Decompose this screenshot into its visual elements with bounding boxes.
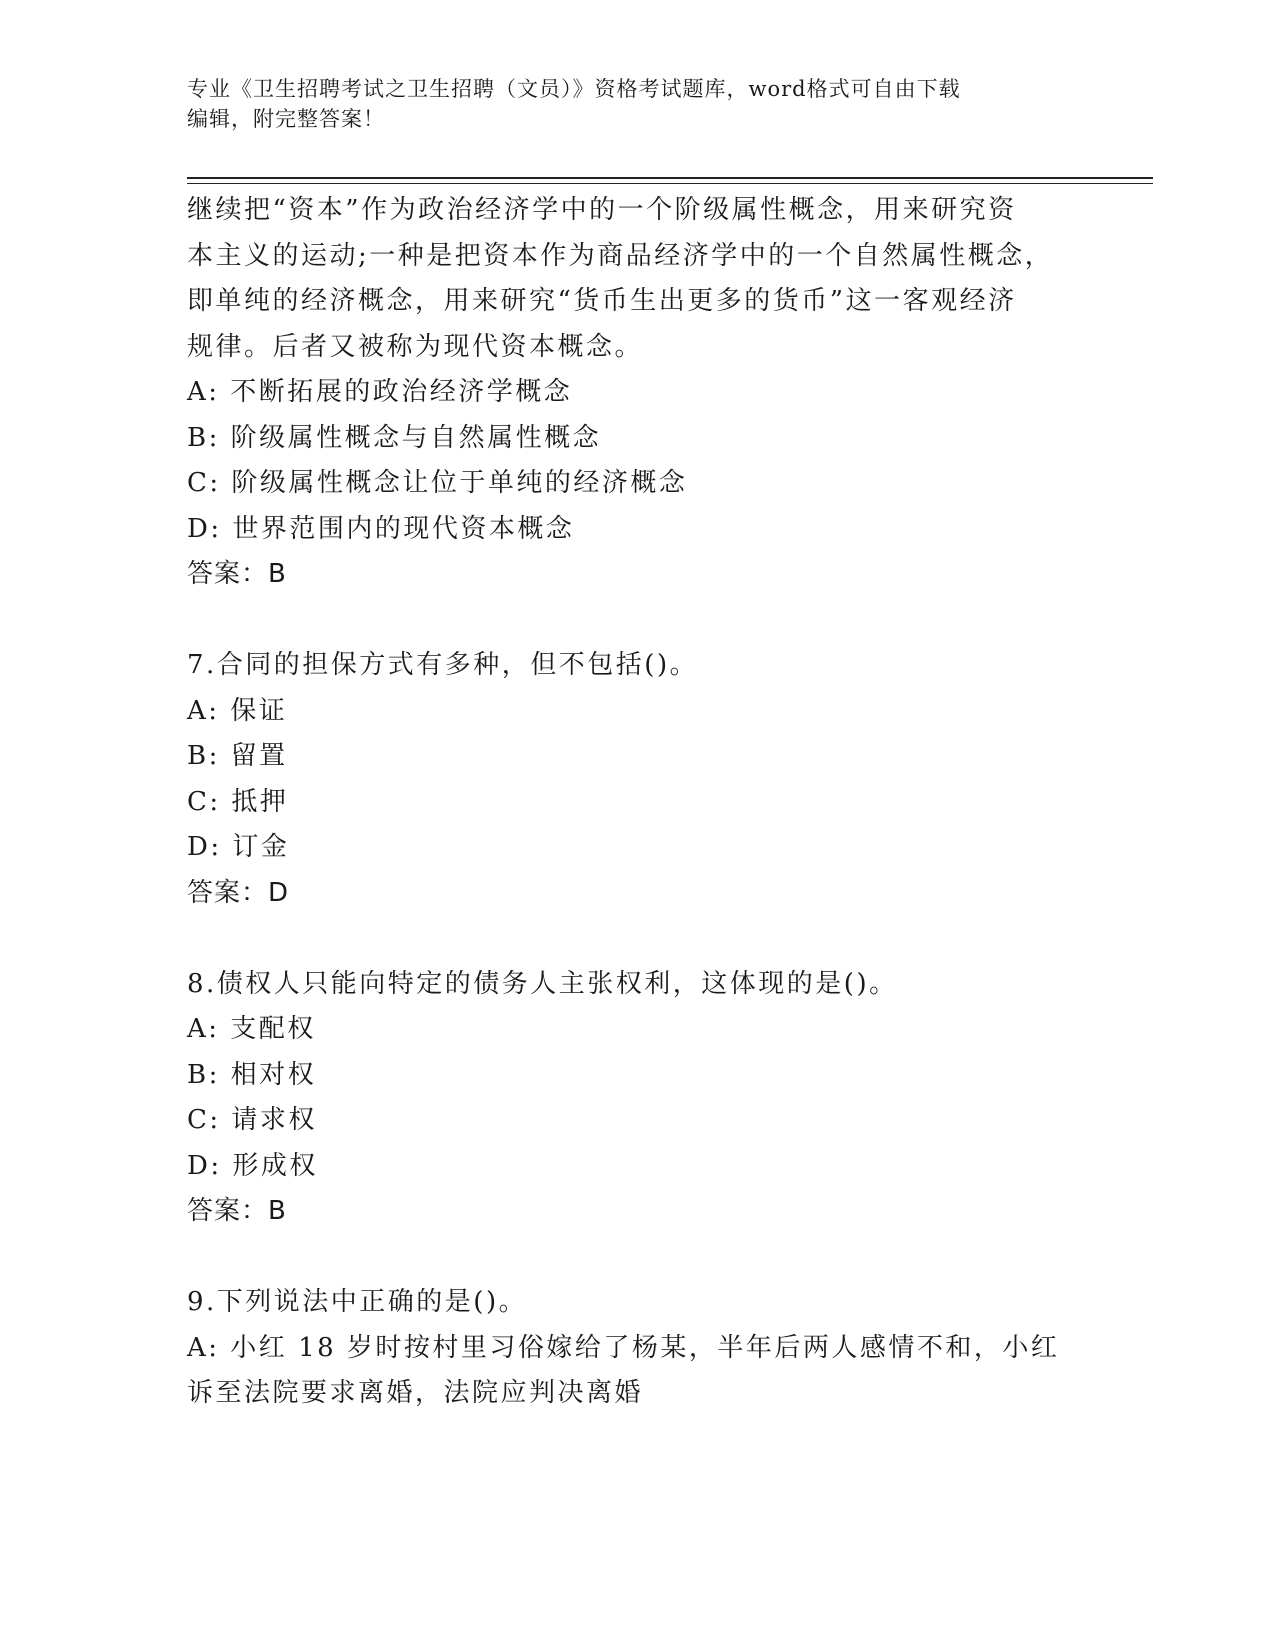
option-a: A: 小红 18 岁时按村里习俗嫁给了杨某，半年后两人感情不和，小红 (187, 1332, 1060, 1363)
passage-line: 继续把“资本”作为政治经济学中的一个阶级属性概念，用来研究资 (187, 195, 1017, 225)
question-8 (187, 962, 1067, 1235)
spacer (187, 598, 1067, 644)
option-c: C: 抵押 (187, 786, 289, 817)
answer-label: 答案：B (187, 1196, 287, 1226)
option-a: A: 不断拓展的政治经济学概念 (187, 377, 573, 407)
option-a: A: 支配权 (187, 1014, 316, 1044)
spacer (187, 1235, 1067, 1281)
passage-line: 规律。后者又被称为现代资本概念。 (187, 331, 644, 362)
option-b: B: 阶级属性概念与自然属性概念 (187, 422, 602, 453)
answer-label: 答案：D (187, 877, 290, 908)
question-9 (187, 1280, 1067, 1417)
option-d: D: 形成权 (187, 1150, 318, 1181)
passage-line: 本主义的运动;一种是把资本作为商品经济学中的一个自然属性概念， (187, 240, 1054, 271)
option-c: C: 请求权 (187, 1105, 317, 1135)
document-body (187, 188, 1067, 1417)
option-d: D: 订金 (187, 832, 290, 862)
header-divider-thin (187, 183, 1153, 184)
spacer (187, 916, 1067, 962)
header-line-2: 编辑，附完整答案！ (187, 107, 385, 131)
question-6-continued (187, 188, 1067, 598)
answer-label: 答案：B (187, 559, 287, 589)
passage-line: 即单纯的经济概念，用来研究“货币生出更多的货币”这一客观经济 (187, 286, 1017, 316)
question-text: 9.下列说法中正确的是()。 (187, 1287, 528, 1317)
header-line-1: 专业《卫生招聘考试之卫生招聘（文员）》资格考试题库，word格式可自由下载 (187, 77, 961, 101)
option-b: B: 留置 (187, 741, 288, 771)
question-text: 8.债权人只能向特定的债务人主张权利，这体现的是()。 (187, 968, 898, 999)
option-d: D: 世界范围内的现代资本概念 (187, 513, 575, 544)
question-text: 7.合同的担保方式有多种，但不包括()。 (187, 650, 699, 680)
option-b: B: 相对权 (187, 1059, 317, 1090)
option-a: A: 保证 (187, 695, 288, 726)
document-header (187, 74, 1067, 134)
option-c: C: 阶级属性概念让位于单纯的经济概念 (187, 468, 688, 498)
header-divider-thick (187, 177, 1153, 179)
option-a-continued: 诉至法院要求离婚，法院应判决离婚 (187, 1378, 644, 1408)
question-7 (187, 643, 1067, 916)
